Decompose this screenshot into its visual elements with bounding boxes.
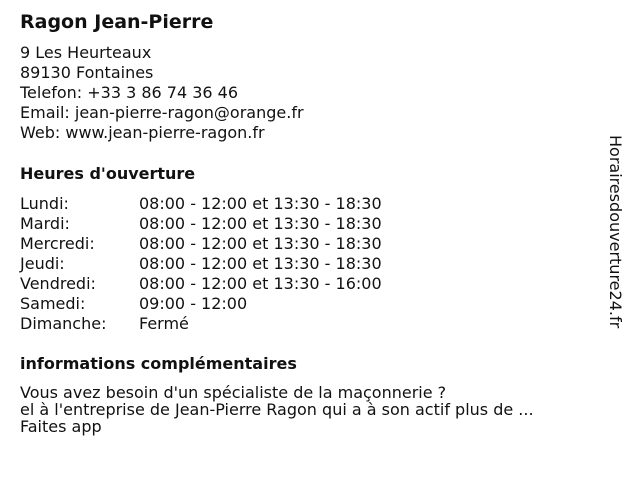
day-hours: 08:00 - 12:00 et 13:30 - 18:30: [139, 214, 382, 233]
day-label: Mardi:: [20, 214, 70, 233]
additional-info-heading: informations complémentaires: [20, 354, 297, 373]
day-label: Lundi:: [20, 194, 69, 213]
day-label: Jeudi:: [20, 254, 65, 273]
contact-block: [20, 43, 304, 143]
street-address: 9 Les Heurteaux: [20, 43, 152, 62]
day-hours: 08:00 - 12:00 et 13:30 - 18:30: [139, 194, 382, 213]
day-label: Dimanche:: [20, 314, 107, 333]
phone-number: Telefon: +33 3 86 74 36 46: [20, 83, 239, 102]
day-label: Mercredi:: [20, 234, 95, 253]
day-hours: 09:00 - 12:00: [139, 294, 248, 313]
info-line: el à l'entreprise de Jean-Pierre Ragon qui a à son actif plus de ...: [20, 400, 534, 419]
day-hours: 08:00 - 12:00 et 13:30 - 16:00: [139, 274, 382, 293]
email-address: Email: jean-pierre-ragon@orange.fr: [20, 103, 304, 122]
website: Web: www.jean-pierre-ragon.fr: [20, 123, 265, 142]
day-hours: Fermé: [139, 314, 189, 333]
info-line: Vous avez besoin d'un spécialiste de la maçonnerie ?: [20, 383, 447, 402]
opening-hours-heading: Heures d'ouverture: [20, 164, 196, 183]
city-postcode: 89130 Fontaines: [20, 63, 154, 82]
info-line: Faites app: [20, 417, 102, 436]
business-name: Ragon Jean-Pierre: [20, 11, 214, 33]
day-label: Vendredi:: [20, 274, 96, 293]
additional-info-text: [20, 384, 600, 435]
day-hours: 08:00 - 12:00 et 13:30 - 18:30: [139, 254, 382, 273]
site-watermark: Horairesdouverture24.fr: [606, 135, 625, 329]
day-label: Samedi:: [20, 294, 86, 313]
day-hours: 08:00 - 12:00 et 13:30 - 18:30: [139, 234, 382, 253]
